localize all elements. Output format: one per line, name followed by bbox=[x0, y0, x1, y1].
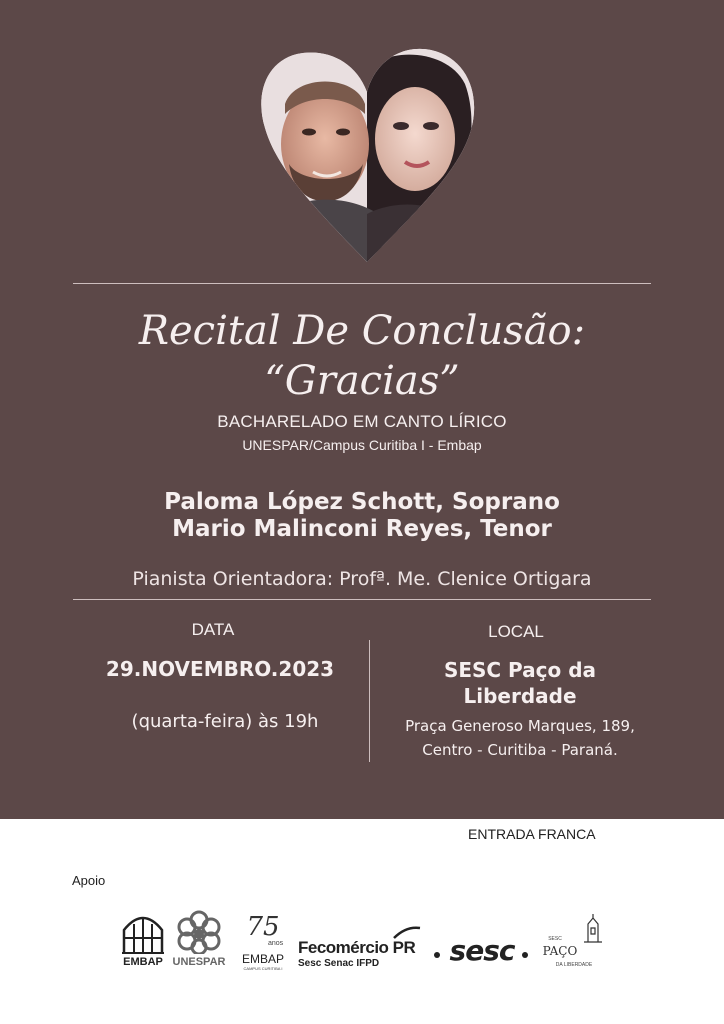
admission-note: ENTRADA FRANCA bbox=[468, 826, 596, 842]
sesc-logo-text: sesc bbox=[449, 934, 515, 967]
embap-75-name: EMBAP bbox=[241, 952, 284, 966]
fecomercio-logo-text: Fecomércio PR bbox=[298, 938, 416, 957]
unespar-logo-text: UNESPAR bbox=[172, 956, 226, 968]
event-title-line1: Recital De Conclusão: bbox=[138, 308, 586, 354]
venue-name bbox=[380, 657, 660, 709]
divider-bottom bbox=[73, 599, 651, 600]
venue-name-line2: Liberdade bbox=[463, 684, 577, 708]
program-subtitle: BACHARELADO EM CANTO LÍRICO bbox=[217, 412, 507, 431]
embap-logo-text: EMBAP bbox=[123, 956, 163, 968]
embap-arch-icon bbox=[120, 910, 166, 954]
institution-name: UNESPAR/Campus Curitiba I - Embap bbox=[242, 437, 482, 453]
divider-top bbox=[73, 283, 651, 284]
fecomercio-logo bbox=[298, 910, 426, 972]
sesc-logo bbox=[448, 910, 516, 972]
embap-75-number: 75 bbox=[246, 912, 280, 942]
venue-address-line1: Praça Generoso Marques, 189, bbox=[405, 717, 635, 735]
paco-logo-sub: DA LIBERDADE bbox=[555, 962, 593, 968]
venue-address bbox=[380, 714, 660, 762]
embap-75-sub: CAMPUS CURITIBA I bbox=[243, 966, 283, 971]
couple-portrait-illustration bbox=[255, 44, 480, 266]
unespar-logo bbox=[172, 910, 226, 972]
separator-dot-2 bbox=[522, 952, 528, 958]
support-label: Apoio bbox=[72, 873, 106, 888]
pianist-credit: Pianista Orientadora: Profª. Me. Clenice Ortigara bbox=[132, 568, 592, 590]
date-label: DATA bbox=[191, 620, 235, 639]
venue-name-line1: SESC Paço da bbox=[443, 658, 597, 682]
performer-soprano: Paloma López Schott, Soprano bbox=[164, 489, 560, 515]
paco-logo-small: SESC bbox=[548, 936, 562, 942]
performer-tenor: Mario Malinconi Reyes, Tenor bbox=[172, 516, 552, 542]
event-time: (quarta-feira) às 19h bbox=[131, 711, 319, 732]
paco-logo-text: PAÇO bbox=[542, 944, 578, 958]
embap-75-anos-text: anos bbox=[268, 940, 284, 947]
unespar-flower-icon bbox=[172, 910, 226, 954]
event-title-line2: “Gracias” bbox=[264, 358, 460, 404]
location-label: LOCAL bbox=[488, 622, 544, 641]
paco-tower-icon bbox=[582, 912, 604, 944]
embap-logo bbox=[120, 910, 166, 972]
separator-dot-1 bbox=[434, 952, 440, 958]
embap-75-anos-logo bbox=[240, 910, 286, 972]
divider-vertical bbox=[369, 640, 370, 762]
event-date: 29.NOVEMBRO.2023 bbox=[105, 657, 335, 681]
paco-liberdade-logo bbox=[540, 910, 608, 972]
venue-address-line2: Centro - Curitiba - Paraná. bbox=[422, 741, 618, 759]
fecomercio-logo-sub: Sesc Senac IFPD bbox=[298, 958, 380, 969]
